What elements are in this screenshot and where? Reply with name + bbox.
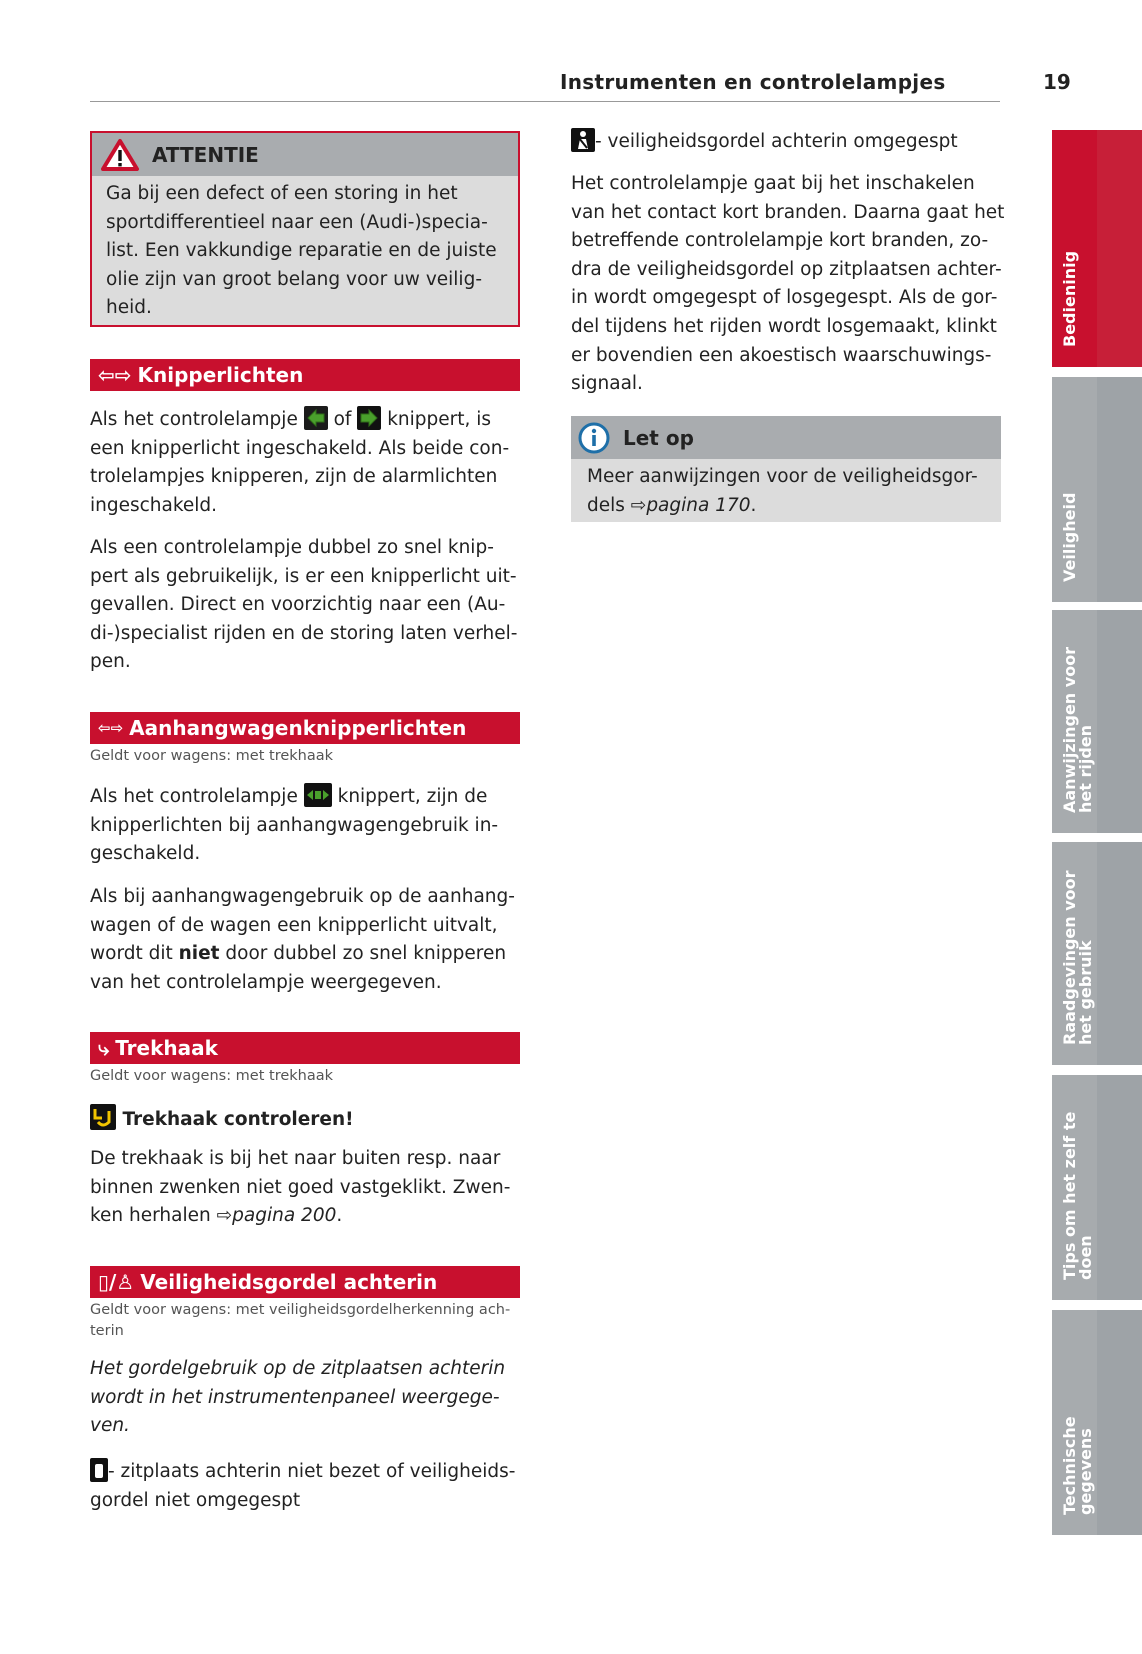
tow-hitch-icon: ⤷ bbox=[98, 1036, 110, 1060]
paragraph bbox=[90, 406, 520, 520]
section-heading-trekhaak bbox=[90, 1032, 520, 1064]
warning-triangle-icon bbox=[100, 138, 140, 172]
paragraph bbox=[90, 883, 520, 997]
text: - zitplaats achterin niet bezet of veiligheids- bbox=[108, 1461, 516, 1482]
arrow-icon: ⇨ bbox=[630, 494, 647, 516]
trailer-signal-icon bbox=[304, 783, 332, 807]
seatbelt-icons: ▯/♙ bbox=[98, 1270, 135, 1294]
text-line: Het gordelgebruik op de zitplaatsen achterin bbox=[90, 1358, 506, 1379]
emphasis: niet bbox=[178, 943, 220, 965]
note-box bbox=[571, 416, 1001, 522]
seat-unoccupied-icon bbox=[90, 1458, 108, 1482]
tab-label: Tips om het zelf te doen bbox=[1060, 1111, 1095, 1280]
text-line: ingeschakeld. bbox=[90, 494, 218, 516]
tab-label: Bedieninig bbox=[1060, 250, 1079, 347]
warning-text bbox=[92, 176, 518, 327]
section-heading-gordel bbox=[90, 1266, 520, 1298]
text-line: wordt in het instrumentenpaneel weergege- bbox=[90, 1386, 500, 1408]
text: knippert, zijn de bbox=[331, 786, 488, 807]
page-reference-link[interactable]: pagina 170 bbox=[646, 494, 751, 516]
text-line: di-)specialist rijden en de storing laten verhel- bbox=[90, 622, 518, 644]
tab-veiligheid[interactable] bbox=[1052, 377, 1142, 602]
applicability-note: Geldt voor wagens: met trekhaak bbox=[90, 748, 334, 764]
warning-line bbox=[90, 1104, 520, 1135]
text-line: Geldt voor wagens: met veiligheidsgordelherkenning ach- bbox=[90, 1302, 511, 1318]
tow-hitch-warning-icon bbox=[90, 1104, 116, 1130]
text-line: betreffende controlelampje kort branden, zo- bbox=[571, 230, 989, 252]
section-title: Aanhangwagenknipperlichten bbox=[129, 716, 467, 740]
text-line: in wordt omgegespt of losgegespt. Als de gor- bbox=[571, 287, 998, 309]
text: Als het controlelampje bbox=[90, 786, 304, 807]
warning-title: ATTENTIE bbox=[152, 142, 259, 167]
text-line: Meer aanwijzingen voor de veiligheidsgor- bbox=[587, 466, 978, 487]
arrow-icon: ⇨ bbox=[216, 1205, 233, 1227]
running-header-title: Instrumenten en controlelampjes bbox=[560, 70, 946, 94]
text-line: knipperlichten bij aanhangwagengebruik in- bbox=[90, 814, 499, 836]
text: Als het controlelampje bbox=[90, 409, 304, 430]
page-reference-link[interactable]: pagina 200 bbox=[232, 1205, 337, 1227]
text-line: del tijdens het rijden wordt losgemaakt, klinkt bbox=[571, 315, 997, 337]
text-line: geschakeld. bbox=[90, 843, 201, 865]
text: ken herhalen bbox=[90, 1205, 217, 1227]
tab-tips[interactable] bbox=[1052, 1075, 1142, 1300]
text-line: wagen of de wagen een knipperlicht uitvalt, bbox=[90, 914, 498, 936]
section-title: Knipperlichten bbox=[137, 363, 304, 387]
tab-label: Technische gegevens bbox=[1060, 1416, 1095, 1515]
text: wordt dit bbox=[90, 943, 179, 965]
tab-bedieniing[interactable] bbox=[1052, 130, 1142, 367]
tab-technische-gegevens[interactable] bbox=[1052, 1310, 1142, 1535]
text: door dubbel zo snel knipperen bbox=[219, 943, 507, 965]
text-line: Als een controlelampje dubbel zo snel knip- bbox=[90, 537, 494, 558]
text: - veiligheidsgordel achterin omgegespt bbox=[595, 131, 958, 152]
tab-label: Veiligheid bbox=[1060, 492, 1079, 582]
paragraph bbox=[90, 534, 520, 677]
note-title: Let op bbox=[623, 425, 694, 450]
text-line: trolelampjes knipperen, zijn de alarmlichten bbox=[90, 466, 498, 488]
paragraph bbox=[571, 170, 1005, 399]
text-line: signaal. bbox=[571, 373, 643, 395]
intro-paragraph bbox=[90, 1355, 520, 1441]
right-turn-signal-icon bbox=[357, 406, 381, 430]
text: of bbox=[327, 409, 358, 430]
tab-aanwijzingen[interactable] bbox=[1052, 610, 1142, 833]
text-line: terin bbox=[90, 1323, 124, 1339]
text-line: gordel niet omgegespt bbox=[90, 1489, 301, 1511]
text: dels bbox=[587, 494, 631, 516]
text-line: binnen zwenken niet goed vastgeklikt. Zwen- bbox=[90, 1176, 511, 1198]
text-line: dra de veiligheidsgordel op zitplaatsen achter- bbox=[571, 258, 1002, 280]
section-heading-knipperlichten bbox=[90, 359, 520, 391]
text-line: pen. bbox=[90, 651, 131, 673]
info-icon bbox=[577, 421, 611, 455]
text-line: sportdifferentieel naar een (Audi-)specia- bbox=[106, 211, 488, 233]
text-line: Het controlelampje gaat bij het inschakelen bbox=[571, 173, 975, 194]
applicability-note: Geldt voor wagens: met trekhaak bbox=[90, 1068, 334, 1084]
left-turn-signal-icon bbox=[304, 406, 328, 430]
text: . bbox=[750, 494, 757, 516]
tab-label: Raadgevingen voor het gebruik bbox=[1060, 870, 1095, 1045]
section-title: Veiligheidsgordel achterin bbox=[140, 1270, 438, 1294]
paragraph bbox=[571, 128, 1001, 157]
seatbelt-fastened-icon bbox=[571, 128, 595, 152]
paragraph bbox=[90, 783, 520, 869]
text-line: Ga bij een defect of een storing in het bbox=[106, 183, 458, 204]
section-title: Trekhaak bbox=[115, 1036, 218, 1060]
text-line: gevallen. Direct en voorzichtig naar een (Au- bbox=[90, 594, 506, 616]
text-line: Als bij aanhangwagengebruik op de aanhang- bbox=[90, 886, 515, 907]
applicability-note bbox=[90, 1300, 510, 1342]
text-line: van het controlelampje weergegeven. bbox=[90, 971, 442, 993]
text-line: ven. bbox=[90, 1415, 130, 1437]
text-line: De trekhaak is bij het naar buiten resp. naar bbox=[90, 1148, 501, 1169]
section-heading-aanhangwagen bbox=[90, 712, 520, 744]
page-number: 19 bbox=[1043, 70, 1071, 94]
text-line: heid. bbox=[106, 297, 152, 319]
text-line: een knipperlicht ingeschakeld. Als beide con- bbox=[90, 437, 510, 459]
text-line: van het contact kort branden. Daarna gaat het bbox=[571, 201, 1005, 223]
turn-signal-arrows-icon: ⇦⇨ bbox=[98, 363, 132, 387]
tab-label: Aanwijzingen voor het rijden bbox=[1060, 646, 1095, 813]
warning-text: Trekhaak controleren! bbox=[122, 1109, 354, 1130]
warning-box bbox=[90, 131, 520, 327]
text-line: list. Een vakkundige reparatie en de juiste bbox=[106, 240, 497, 262]
tab-raadgevingen[interactable] bbox=[1052, 842, 1142, 1065]
paragraph bbox=[90, 1458, 520, 1515]
trailer-turn-signal-icon: ⇦⇨ bbox=[98, 719, 124, 737]
text: . bbox=[336, 1205, 343, 1227]
text-line: er bovendien een akoestisch waarschuwings- bbox=[571, 344, 992, 366]
text-line: olie zijn van groot belang voor uw veilig- bbox=[106, 268, 482, 290]
paragraph bbox=[90, 1145, 520, 1231]
text: knippert, is bbox=[381, 409, 492, 430]
text-line: pert als gebruikelijk, is er een knipperlicht uit- bbox=[90, 565, 517, 587]
header-divider bbox=[90, 101, 1000, 102]
